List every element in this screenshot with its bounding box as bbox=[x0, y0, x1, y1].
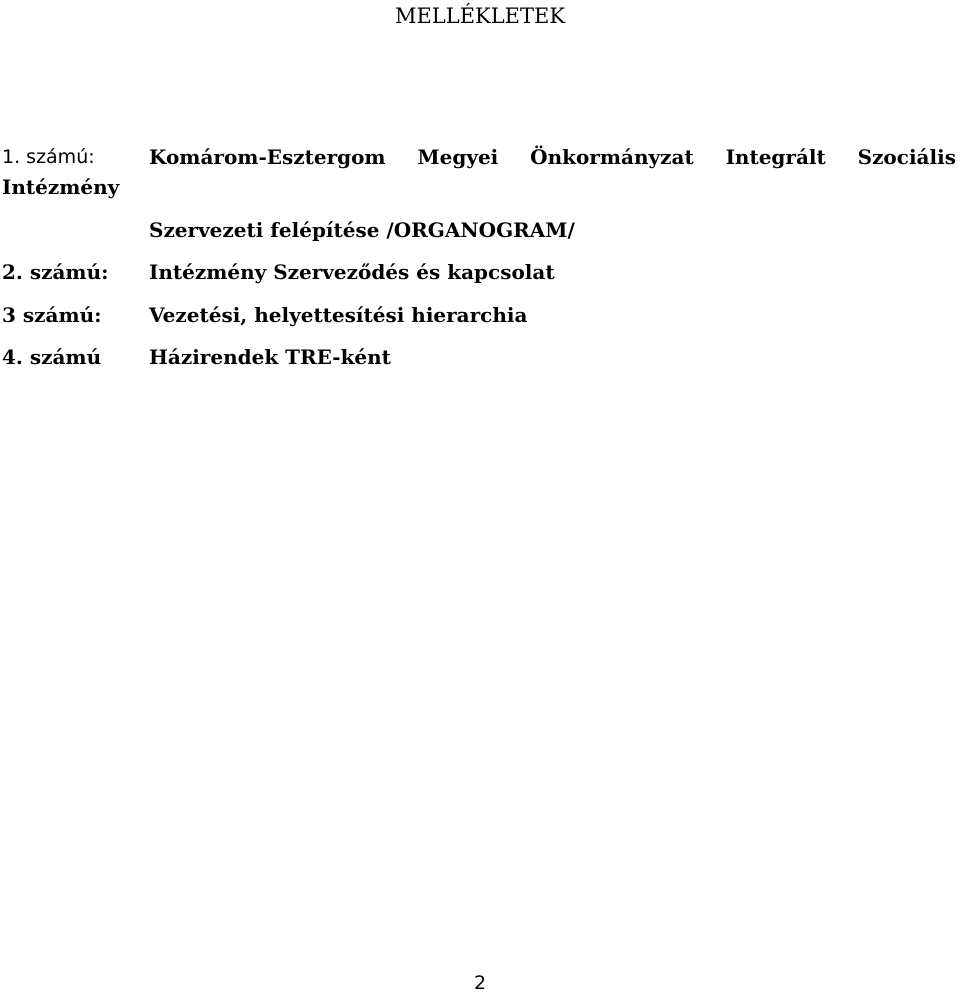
appendix-1-title-word: Integrált bbox=[725, 145, 826, 169]
appendix-2-label: 2. számú: bbox=[2, 260, 109, 284]
appendix-1-subtitle: Szervezeti felépítése /ORGANOGRAM/ bbox=[149, 218, 575, 242]
appendix-1-title-word: Szociális bbox=[857, 145, 956, 169]
appendix-1-title-word: Önkormányzat bbox=[530, 145, 694, 169]
appendix-4-title: Házirendek TRE-ként bbox=[149, 345, 391, 369]
appendix-1-title bbox=[149, 143, 956, 171]
appendix-3-title: Vezetési, helyettesítési hierarchia bbox=[149, 303, 528, 327]
appendix-1-label: 1. számú: bbox=[2, 146, 95, 168]
appendix-2-title: Intézmény Szerveződés és kapcsolat bbox=[149, 260, 555, 284]
appendix-3-label: 3 számú: bbox=[2, 303, 102, 327]
appendix-4-label: 4. számú bbox=[2, 345, 102, 369]
page-title: MELLÉKLETEK bbox=[394, 4, 566, 28]
appendix-1-title-word: Komárom-Esztergom bbox=[149, 145, 386, 169]
appendix-1-title-word: Megyei bbox=[417, 145, 499, 169]
page-number: 2 bbox=[473, 972, 487, 994]
appendix-1-title-continuation: Intézmény bbox=[2, 175, 120, 199]
